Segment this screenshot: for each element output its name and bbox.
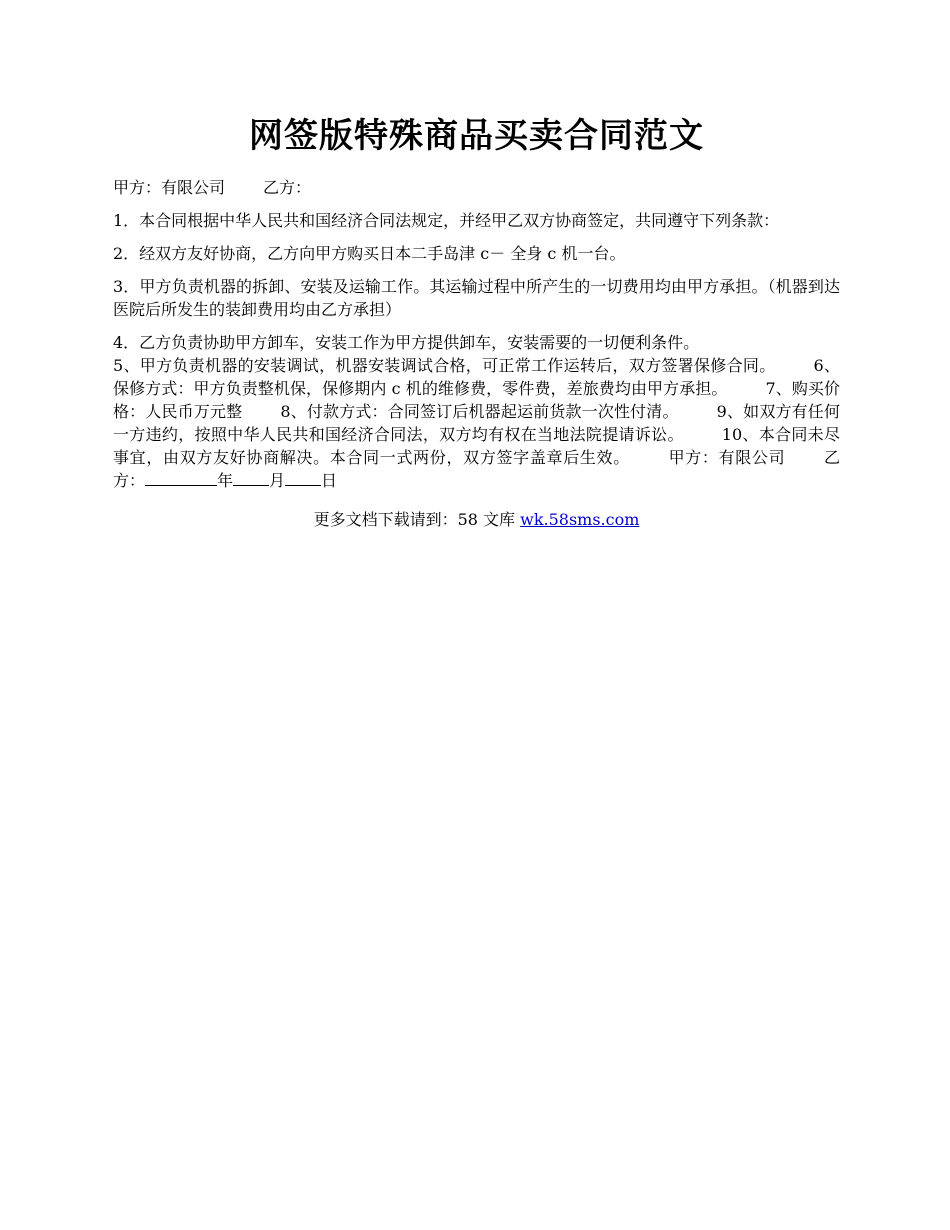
clause-9: 9、如双方有任何一方违约，按照中华人民共和国经济合同法，双方均有权在当地法院提请诉讼。	[113, 402, 840, 444]
signature-party-a: 甲方：有限公司	[667, 448, 786, 467]
clause-2: 2．经双方友好协商，乙方向甲方购买日本二手岛津 c－ 全身 c 机一台。	[113, 244, 626, 263]
clause-3: 3．甲方负责机器的拆卸、安装及运输工作。其运输过程中所产生的一切费用均由甲方承担。（机器到达医院后所发生的装卸费用均由乙方承担）	[113, 277, 840, 319]
document-page	[113, 110, 840, 531]
document-title: 网签版特殊商品买卖合同范文	[249, 116, 704, 156]
signature-party-b: 乙方：	[113, 448, 840, 490]
month-blank	[233, 471, 269, 486]
clauses-5-to-10	[113, 354, 840, 492]
day-blank	[285, 471, 321, 486]
signature-day: 日	[321, 471, 338, 490]
signature-blank	[145, 471, 217, 486]
download-footer	[113, 508, 840, 531]
clause-6: 6、保修方式：甲方负责整机保，保修期内 c 机的维修费，零件费，差旅费均由甲方承担。	[113, 356, 840, 398]
party-a-label: 甲方：有限公司	[113, 178, 226, 197]
signature-year: 年	[217, 471, 234, 490]
signature-month: 月	[269, 471, 286, 490]
clause-7: 7、购买价格：人民币万元整	[113, 379, 840, 421]
clause-5: 5、甲方负责机器的安装调试，机器安装调试合格，可正常工作运转后，双方签署保修合同。	[113, 356, 776, 375]
footer-text: 更多文档下载请到：58 文库	[313, 510, 516, 529]
parties-line	[113, 176, 840, 199]
party-b-label: 乙方：	[263, 178, 312, 197]
clause-8: 8、付款方式：合同签订后机器起运前货款一次性付清。	[280, 402, 679, 421]
clause-10: 10、本合同未尽事宜，由双方友好协商解决。本合同一式两份，双方签字盖章后生效。	[113, 425, 840, 467]
footer-link[interactable]: wk.58sms.com	[520, 510, 640, 529]
clause-1: 1．本合同根据中华人民共和国经济合同法规定，并经甲乙双方协商签定，共同遵守下列条款：	[113, 211, 780, 230]
clause-4: 4．乙方负责协助甲方卸车，安装工作为甲方提供卸车，安装需要的一切便利条件。	[113, 333, 700, 352]
